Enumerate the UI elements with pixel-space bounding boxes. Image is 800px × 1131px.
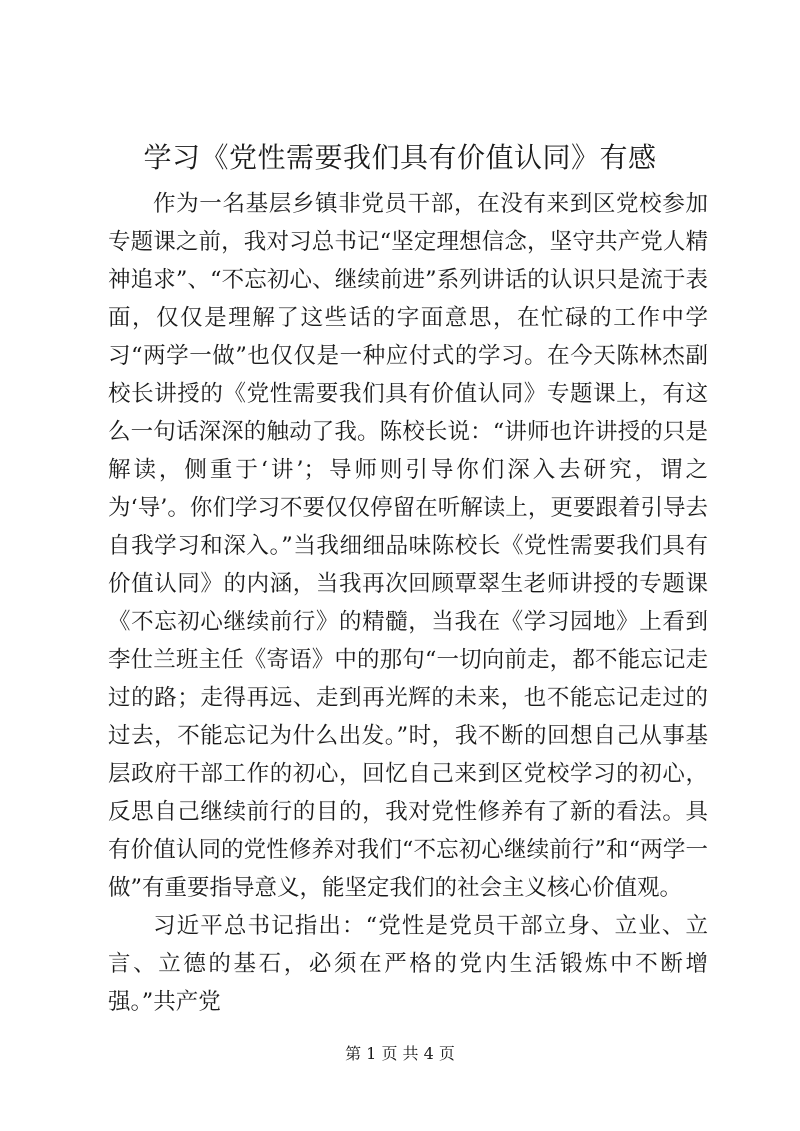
document-title: 学习《党性需要我们具有价值认同》有感 bbox=[143, 141, 657, 174]
document-body bbox=[108, 185, 708, 1021]
paragraph-2: 习近平总书记指出：“党性是党员干部立身、立业、立言、立德的基石，必须在严格的党内生活锻炼中不断增强。”共产党 bbox=[108, 913, 708, 1015]
paragraph-1: 作为一名基层乡镇非党员干部，在没有来到区党校参加专题课之前，我对习总书记“坚定理想信念，坚守共产党人精神追求”、“不忘初心、继续前进”系列讲话的认识只是流于表面，仅仅是理解了这些话的字面意思，在忙碌的工作中学习“两学一做”也仅仅是一种应付式的学习。在今天陈林杰副校长讲授的《党性需要我们具有价值认同》专题课上，有这么一句话深深的触动了我。陈校长说：“讲师也许讲授的只是解读，侧重于‘讲’；导师则引导你们深入去研究，谓之为‘导’。你们学习不要仅仅停留在听解读上，更要跟着引导去自我学习和深入。”当我细细品味陈校长《党性需要我们具有价值认同》的内涵，当我再次回顾覃翠生老师讲授的专题课《不忘初心继续前行》的精髓，当我在《学习园地》上看到李仕兰班主任《寄语》中的那句“一切向前走，都不能忘记走过的路；走得再远、走到再光辉的未来，也不能忘记走过的过去，不能忘记为什么出发。”时，我不断的回想自己从事基层政府干部工作的初心，回忆自己来到区党校学习的初心，反思自己继续前行的目的，我对党性修养有了新的看法。具有价值认同的党性修养对我们“不忘初心继续前行”和“两学一做”有重要指导意义，能坚定我们的社会主义核心价值观。 bbox=[108, 191, 708, 901]
page-footer: 第 1 页 共 4 页 bbox=[345, 1044, 455, 1063]
